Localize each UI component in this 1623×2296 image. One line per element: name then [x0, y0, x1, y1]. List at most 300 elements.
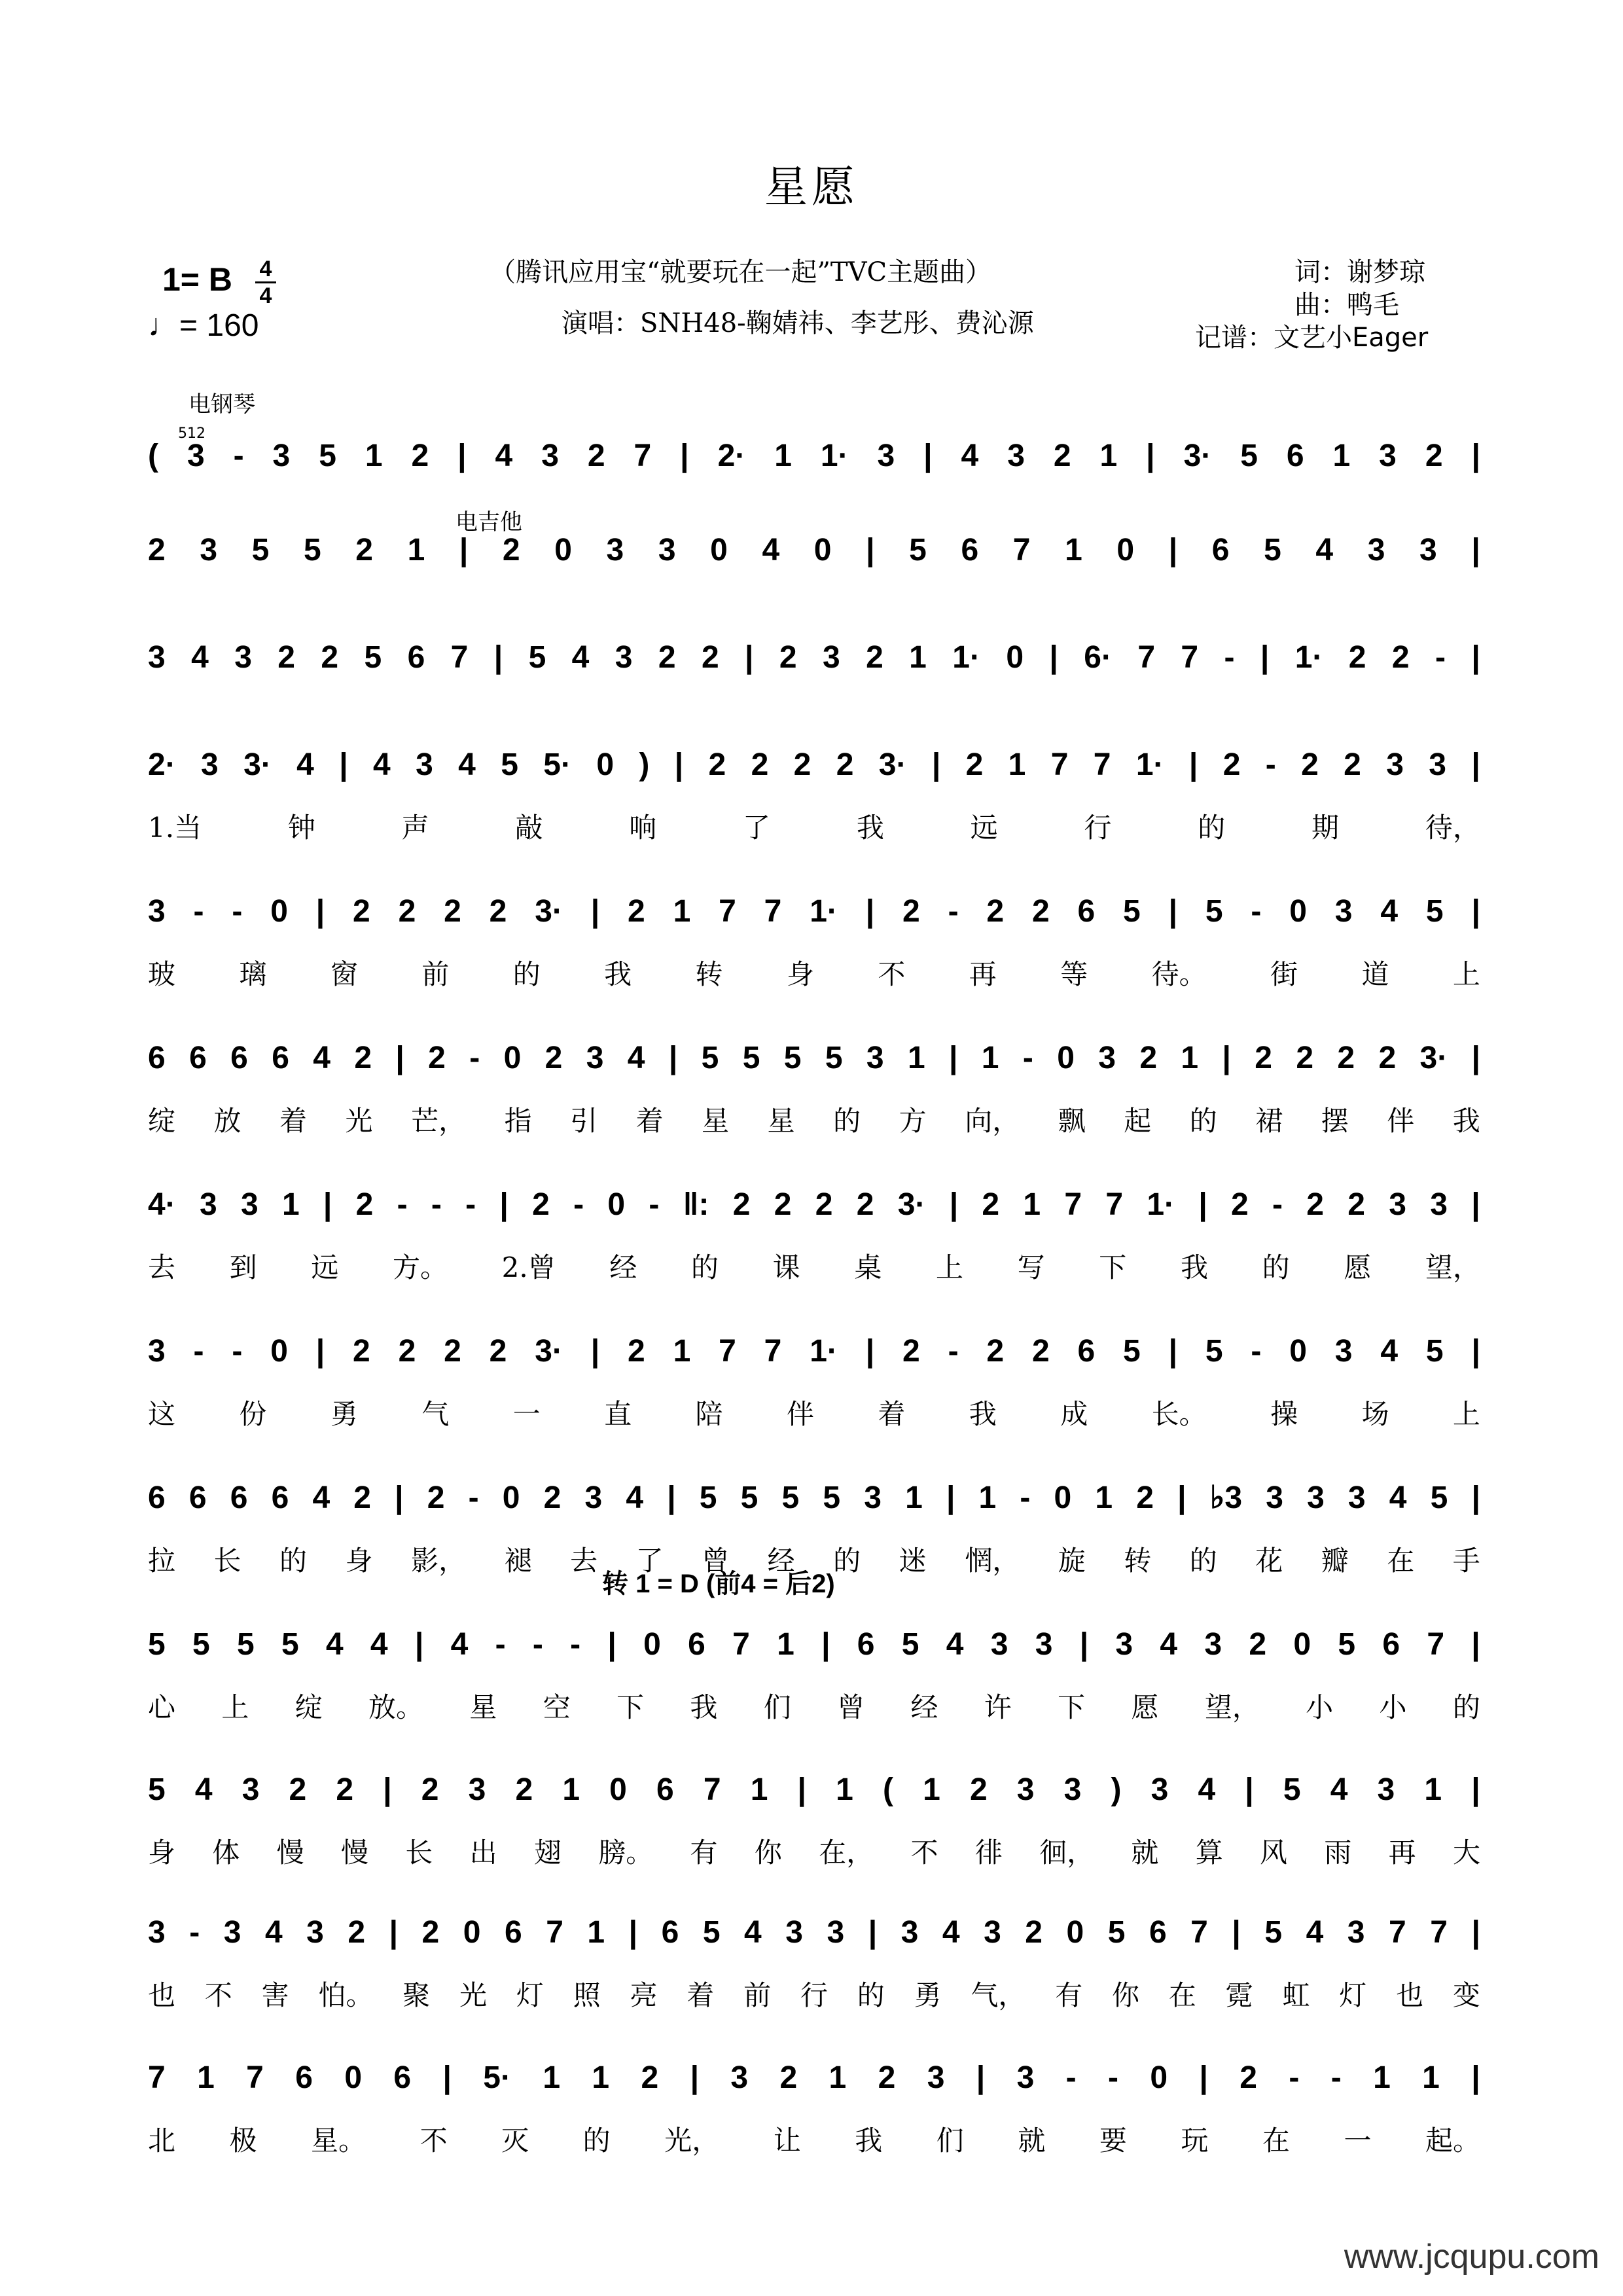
lyric-token: 出 [469, 1837, 497, 1869]
note-token: 5 [901, 1626, 919, 1662]
note-token: 6 [148, 1040, 166, 1075]
lyric-token: 瓣 [1321, 1545, 1349, 1577]
note-token: 3 [272, 438, 291, 473]
note-token: 5 [251, 532, 270, 567]
lyric-token: 不 [204, 1979, 232, 2011]
note-token: | [1471, 532, 1480, 567]
note-token: 5 [319, 438, 336, 473]
note-token: | [315, 893, 325, 929]
lyric-token: 放。 [368, 1691, 424, 1723]
note-token: 7 [1093, 747, 1111, 782]
note-token: 2 [1025, 1914, 1043, 1950]
note-token: 3· [878, 747, 907, 782]
note-token: 7 [703, 1772, 721, 1807]
note-token: 2 [1136, 1480, 1154, 1515]
note-token: 7 [450, 639, 469, 675]
note-token: 4 [458, 747, 476, 782]
note-token: 6 [272, 1040, 289, 1075]
lyric-token: 照 [573, 1979, 601, 2011]
note-token: 4 [312, 1480, 330, 1515]
lyric-token: 我 [856, 812, 884, 844]
lyric-token: 行 [1084, 812, 1112, 844]
note-token: 5 [528, 639, 546, 675]
lyric-token: 拉 [148, 1545, 176, 1577]
note-token: 4 [1160, 1626, 1178, 1662]
note-token: | [1471, 1914, 1480, 1950]
lyric-token: 不 [419, 2125, 448, 2157]
lyric-token: 影， [411, 1545, 467, 1577]
watermark: www.jcqupu.com [1344, 2238, 1599, 2276]
lyric-token: 小 [1379, 1691, 1407, 1723]
note-token: 3 [234, 639, 252, 675]
note-token: 3 [1347, 1480, 1366, 1515]
note-token: 0 [1293, 1626, 1311, 1662]
lyrics-line [148, 806, 1480, 846]
note-token: 4 [1330, 1772, 1348, 1807]
note-token: 2 [1031, 893, 1050, 929]
note-token: - [465, 1187, 476, 1222]
note-token: 2 [779, 2060, 798, 2095]
note-token: | [1146, 438, 1155, 473]
note-token: 5 [1264, 1914, 1283, 1950]
note-token: 2 [793, 747, 812, 782]
lyric-token: 方 [899, 1105, 927, 1137]
note-token: 3 [1379, 438, 1397, 473]
note-token: 2 [658, 639, 676, 675]
note-token: 1· [1294, 639, 1323, 675]
note-token: 1 [1373, 2060, 1391, 2095]
note-token: 2 [878, 2060, 896, 2095]
note-token: 2 [1301, 747, 1319, 782]
lyric-token: 的 [833, 1545, 861, 1577]
note-token: 5 [1338, 1626, 1356, 1662]
lyric-token: 怕。 [318, 1979, 374, 2011]
lyric-token: 星 [702, 1105, 730, 1137]
note-token: 0 [270, 1333, 288, 1369]
lyric-token: 的 [1198, 812, 1226, 844]
lyric-token: 望， [1204, 1691, 1260, 1723]
note-token: 2· [717, 438, 746, 473]
lyric-token: 裙 [1255, 1105, 1283, 1137]
note-token: 3· [535, 1333, 563, 1369]
note-token: 5 [825, 1040, 843, 1075]
lyric-token: 雨 [1324, 1837, 1352, 1869]
note-token: 1 [407, 532, 425, 567]
note-token: 1 [1181, 1040, 1199, 1075]
lyrics-line [148, 2119, 1480, 2159]
time-signature-top: 4 [259, 257, 272, 281]
lyric-token: 在 [1262, 2125, 1290, 2157]
note-token: 4 [942, 1914, 960, 1950]
note-token: 2 [544, 1040, 563, 1075]
lyric-token: 放 [213, 1105, 241, 1137]
note-token: | [1471, 438, 1480, 473]
note-token: 2 [353, 893, 370, 929]
note-token: 1 [905, 1480, 923, 1515]
piano-label: 电钢琴 [188, 391, 255, 418]
note-token: 6 [407, 639, 425, 675]
lyric-token: 等 [1060, 958, 1088, 990]
lyric-token: 着 [878, 1398, 906, 1430]
note-token: 5 [1123, 1333, 1141, 1369]
lyric-token: 去 [148, 1251, 176, 1283]
note-token: 5 [742, 1040, 760, 1075]
note-token: 4· [148, 1187, 176, 1222]
lyric-token: 愿 [1131, 1691, 1159, 1723]
note-token: 1 [907, 1040, 925, 1075]
lyric-token: 着 [279, 1105, 308, 1137]
note-token: 1 [981, 1040, 999, 1075]
lyric-token: 小 [1306, 1691, 1334, 1723]
lyric-token: 这 [148, 1398, 176, 1430]
lyric-token: 在 [1168, 1979, 1196, 2011]
note-token: 7 [732, 1626, 750, 1662]
note-token: | [499, 1187, 508, 1222]
note-token: 1 [543, 2060, 561, 2095]
lyric-token: 心 [148, 1691, 176, 1723]
note-token: 3 [1334, 1333, 1353, 1369]
note-token: ♭3 [1209, 1480, 1243, 1515]
note-token: 3 [148, 893, 166, 929]
note-token: - [570, 1626, 581, 1662]
note-token: - [468, 1480, 479, 1515]
note-token: | [1471, 639, 1480, 675]
lyric-token: 曾 [702, 1545, 730, 1577]
note-token: 5 [501, 747, 518, 782]
note-token: | [315, 1333, 325, 1369]
note-token: - [232, 893, 243, 929]
lyric-token: 转 [1124, 1545, 1152, 1577]
lyric-token: 摆 [1321, 1105, 1349, 1137]
note-token: 1 [750, 1772, 768, 1807]
note-token: 0 [1057, 1040, 1075, 1075]
note-token: 7 [719, 893, 736, 929]
lyric-token: 徘 [974, 1837, 1003, 1869]
note-token: 4 [1198, 1772, 1216, 1807]
note-token: 2 [1249, 1626, 1267, 1662]
note-token: 1 [836, 1772, 853, 1807]
note-token: 3 [1266, 1480, 1283, 1515]
note-token: 2 [421, 1772, 439, 1807]
note-token: 2 [856, 1187, 874, 1222]
note-token: 0 [1289, 1333, 1307, 1369]
lyrics-line [148, 1974, 1480, 2013]
lyric-token: 勇 [914, 1979, 942, 2011]
lyric-token: 灯 [1339, 1979, 1367, 2011]
note-token: | [797, 1772, 806, 1807]
notation-line [148, 1031, 1480, 1084]
note-token: 5 [1205, 893, 1223, 929]
note-token: 2 [1139, 1040, 1158, 1075]
note-token: 2 [502, 532, 520, 567]
lyric-token: 的 [857, 1979, 885, 2011]
note-token: | [1471, 1626, 1480, 1662]
note-token: 3 [785, 1914, 803, 1950]
note-token: 3 [984, 1914, 1001, 1950]
note-token: 7 [1012, 532, 1031, 567]
note-token: 3 [223, 1914, 241, 1950]
note-token: 3 [1429, 747, 1446, 782]
note-token: 2 [986, 893, 1005, 929]
lyric-token: 经 [767, 1545, 795, 1577]
note-token: | [1471, 893, 1480, 929]
note-token: 0 [1289, 893, 1307, 929]
note-token: 1 [281, 1187, 300, 1222]
lyric-token: 待， [1425, 812, 1480, 844]
note-token: 2 [708, 747, 726, 782]
note-token: | [493, 639, 503, 675]
note-token: 2 [421, 1914, 440, 1950]
note-token: 5 [702, 1914, 721, 1950]
lyric-token: 陪 [695, 1398, 723, 1430]
lyrics-line [148, 1686, 1480, 1725]
note-token: 2 [1255, 1040, 1272, 1075]
note-token: - [1251, 893, 1262, 929]
note-token: 3 [241, 1772, 260, 1807]
lyric-token: 变 [1452, 1979, 1480, 2011]
note-token: 6 [1077, 893, 1096, 929]
note-token: 0 [609, 1772, 627, 1807]
note-token: 3 [148, 1914, 166, 1950]
note-token: 5 [781, 1480, 800, 1515]
note-token: 1 [1023, 1187, 1041, 1222]
note-token: 5 [364, 639, 382, 675]
note-token: 2 [779, 639, 797, 675]
note-token: 4 [762, 532, 780, 567]
note-token: 1 [1332, 438, 1351, 473]
note-token: 4 [744, 1914, 762, 1950]
lyric-token: 写 [1017, 1251, 1045, 1283]
lyric-token: 玩 [1181, 2125, 1209, 2157]
note-token: 3· [243, 747, 272, 782]
note-token: 1 [1095, 1480, 1113, 1515]
lyric-token: 的 [1189, 1105, 1217, 1137]
note-token: 1 [587, 1914, 605, 1950]
note-token: 0 [554, 532, 572, 567]
note-token: 5 [909, 532, 927, 567]
note-token: 3 [1035, 1626, 1053, 1662]
note-token: 4 [1389, 1480, 1407, 1515]
note-token: 2 [353, 1480, 371, 1515]
note-token: 0 [643, 1626, 661, 1662]
note-token: | [866, 532, 875, 567]
note-token: | [1168, 893, 1178, 929]
note-token: - [1289, 2060, 1300, 2095]
note-token: - [1020, 1480, 1031, 1515]
note-token: 1 [365, 438, 383, 473]
note-token: 7 [1181, 639, 1199, 675]
singers: 演唱：SNH48-鞠婧祎、李艺彤、费沁源 [562, 308, 1034, 338]
time-signature-bottom: 4 [259, 283, 272, 308]
lyric-token: 伴 [786, 1398, 814, 1430]
notation-line [148, 2051, 1480, 2104]
lyric-token: 钟 [287, 812, 315, 844]
note-token: 2 [1344, 747, 1361, 782]
note-token: 4 [191, 639, 209, 675]
note-token: 1 [197, 2060, 215, 2095]
note-token: - [189, 1914, 200, 1950]
note-token: 6 [189, 1040, 207, 1075]
note-token: 2 [148, 532, 166, 567]
note-token: 3 [1334, 893, 1353, 929]
notation-line [148, 1471, 1480, 1524]
note-token: 3 [541, 438, 559, 473]
note-token: 3 [199, 1187, 217, 1222]
lyric-token: 褪 [504, 1545, 532, 1577]
note-token: 3 [927, 2060, 945, 2095]
lyric-token: 我 [1180, 1251, 1208, 1283]
note-token: 2 [398, 1333, 416, 1369]
note-token: | [1168, 532, 1178, 567]
lyric-token: 也 [148, 1979, 176, 2011]
note-token: 6 [271, 1480, 289, 1515]
note-token: 0 [1006, 639, 1024, 675]
lyric-token: 下 [1099, 1251, 1127, 1283]
note-token: 2 [1348, 639, 1366, 675]
note-token: 3 [1386, 747, 1404, 782]
lyric-token: 上 [935, 1251, 963, 1283]
note-token: | [949, 1187, 959, 1222]
notation-line [148, 885, 1480, 937]
note-token: 0 [607, 1187, 626, 1222]
lyric-token: 我 [604, 958, 632, 990]
note-token: 3 [1150, 1772, 1169, 1807]
modulation-marking: 转 1 = D (前4 = 后2) [602, 1570, 835, 1598]
lyric-token: 愿 [1344, 1251, 1372, 1283]
lyric-token: 望， [1425, 1251, 1480, 1283]
note-token: - [469, 1040, 480, 1075]
note-token: 6 [1211, 532, 1230, 567]
lyric-token: 曾 [837, 1691, 865, 1723]
lyric-token: 徊， [1039, 1837, 1095, 1869]
note-token: 3 [1367, 532, 1385, 567]
lyrics-line [148, 1246, 1480, 1285]
note-token: 2 [1306, 1187, 1324, 1222]
note-token: 0 [813, 532, 832, 567]
note-token: | [457, 438, 467, 473]
note-token: 2 [321, 639, 339, 675]
note-token: | [931, 747, 941, 782]
note-token: 1 [673, 1333, 691, 1369]
lyric-token: 窗 [330, 958, 358, 990]
note-token: | [690, 2060, 700, 2095]
note-token: 6 [230, 1040, 248, 1075]
note-token: 2 [1378, 1040, 1397, 1075]
note-token: 2 [444, 1333, 461, 1369]
note-token: - [397, 1187, 408, 1222]
note-token: 5 [192, 1626, 210, 1662]
notation-line [148, 429, 1480, 482]
note-token: - [649, 1187, 660, 1222]
note-token: - [1108, 2060, 1119, 2095]
note-token: 4 [1306, 1914, 1324, 1950]
note-token: 4 [946, 1626, 964, 1662]
lyric-token: 的 [1262, 1251, 1290, 1283]
note-token: 5· [543, 747, 571, 782]
note-token: 2 [836, 747, 854, 782]
note-token: 1 [673, 893, 691, 929]
lyric-token: 害 [261, 1979, 289, 2011]
note-token: 6 [688, 1626, 705, 1662]
subtitle: （腾讯应用宝“就要玩在一起”TVC主题曲） [490, 257, 992, 287]
note-token: 1 [1424, 1772, 1442, 1807]
note-token: 0 [1116, 532, 1135, 567]
note-token: 3 [606, 532, 624, 567]
lyric-token: 风 [1260, 1837, 1288, 1869]
time-signature [254, 257, 277, 308]
note-token: 3 [187, 438, 205, 473]
note-token: 3 [1115, 1626, 1133, 1662]
lyric-token: 芒， [411, 1105, 467, 1137]
note-token: 6 [295, 2060, 313, 2095]
lyric-token: 方。 [392, 1251, 448, 1283]
lyric-token: 星 [767, 1105, 795, 1137]
note-token: 2 [1053, 438, 1071, 473]
note-token: 5 [740, 1480, 758, 1515]
tempo-marking: ♩= 160 [148, 308, 259, 343]
lyrics-line [148, 1539, 1480, 1579]
note-token: 6 [1286, 438, 1304, 473]
lyric-token: 花 [1255, 1545, 1283, 1577]
note-token: 3 [1016, 1772, 1035, 1807]
lyric-token: 一 [1344, 2125, 1372, 2157]
note-token: 2 [1337, 1040, 1355, 1075]
note-token: | [674, 747, 684, 782]
note-token: 5 [1123, 893, 1141, 929]
note-token: 2 [1222, 747, 1241, 782]
note-token: 1 [1008, 747, 1026, 782]
note-token: 2 [427, 1480, 445, 1515]
lyrics-line [148, 1831, 1480, 1871]
lyric-token: 伴 [1387, 1105, 1415, 1137]
lyric-token: 长 [213, 1545, 241, 1577]
note-token: 2 [398, 893, 416, 929]
note-token: 2 [751, 747, 769, 782]
lyric-token: 光 [459, 1979, 488, 2011]
note-token: 2 [354, 1040, 372, 1075]
note-token: 7 [1064, 1187, 1082, 1222]
note-token: | [339, 747, 348, 782]
note-token: 3 [901, 1914, 919, 1950]
lyric-token: 成 [1060, 1398, 1088, 1430]
note-token: | [923, 438, 933, 473]
note-token: | [1232, 1914, 1241, 1950]
note-token: | [1471, 2060, 1480, 2095]
lyric-token: 飘 [1058, 1105, 1086, 1137]
note-token: | [1471, 1040, 1480, 1075]
note-token: | [607, 1626, 616, 1662]
note-token: | [323, 1187, 332, 1222]
lyric-token: 让 [773, 2125, 801, 2157]
lyric-token: 气， [971, 1979, 1026, 2011]
note-token: 4 [495, 438, 513, 473]
lyric-token: 星。 [311, 2125, 366, 2157]
note-token: 0 [710, 532, 728, 567]
lyric-token: 街 [1270, 958, 1298, 990]
lyric-token: 光， [664, 2125, 720, 2157]
note-token: - [532, 1626, 543, 1662]
lyric-token: 的 [833, 1105, 861, 1137]
note-token: 2 [628, 893, 645, 929]
lyric-token: 着 [635, 1105, 664, 1137]
note-token: - [1330, 2060, 1342, 2095]
note-token: 3 [1016, 2060, 1035, 2095]
note-token: | [1245, 1772, 1254, 1807]
note-token: 2 [1347, 1187, 1365, 1222]
note-token: 6 [656, 1772, 674, 1807]
note-token: | [976, 2060, 986, 2095]
lyric-token: 虹 [1282, 1979, 1310, 2011]
